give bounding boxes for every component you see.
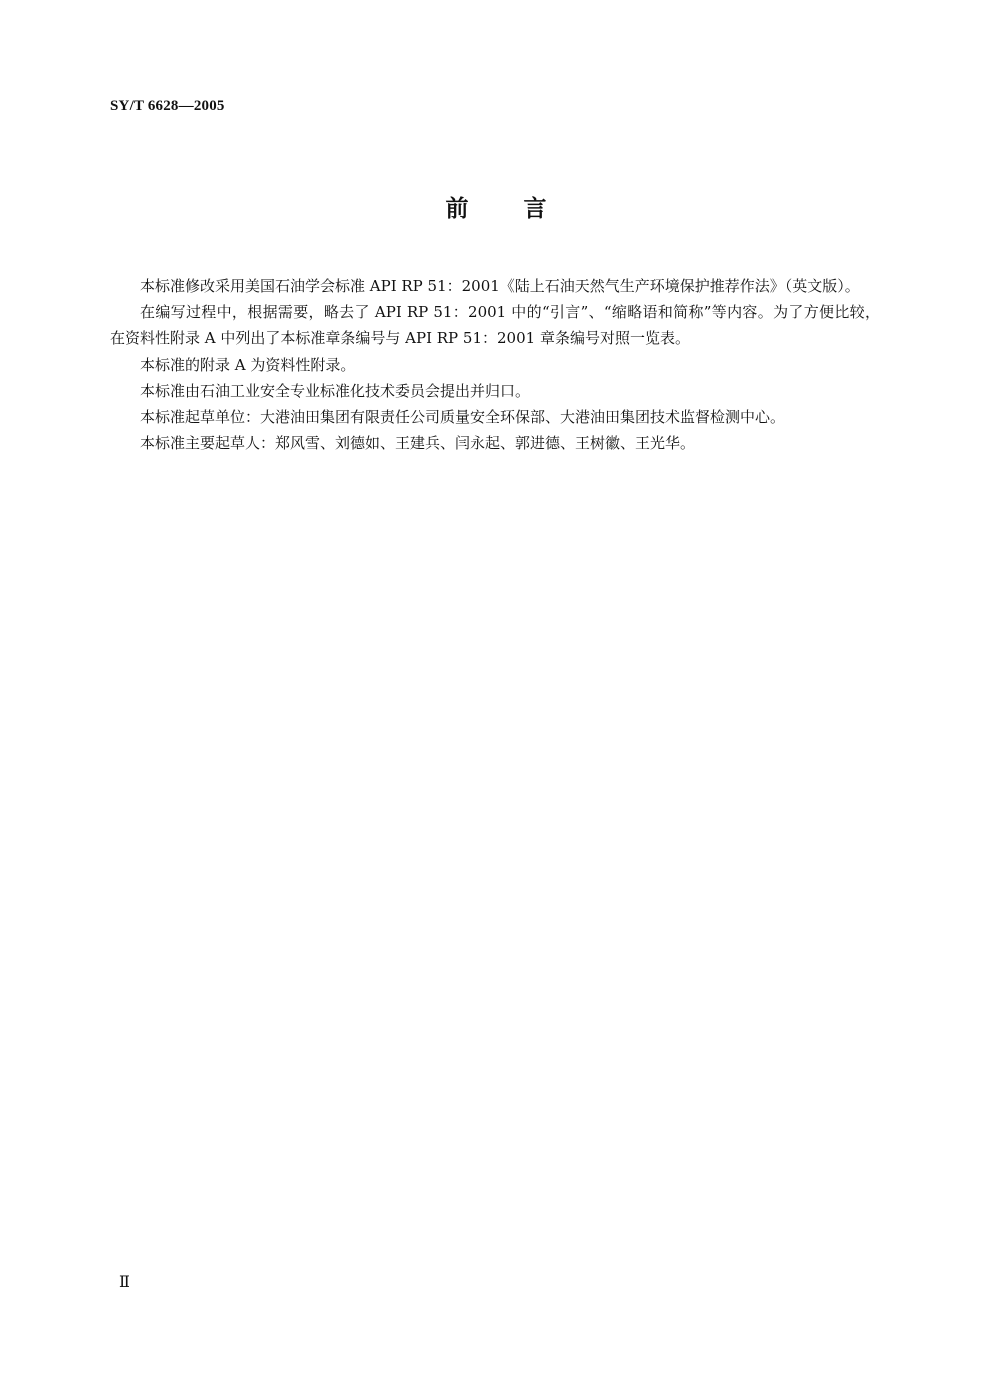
paragraph-drafting-units: 本标准起草单位：大港油田集团有限责任公司质量安全环保部、大港油田集团技术监督检测中心。 [140,408,786,427]
page-number: Ⅱ [119,1274,129,1291]
paragraph-drafters: 本标准主要起草人：郑风雪、刘德如、王建兵、闫永起、郭进德、王树徽、王光华。 [140,434,696,453]
paragraph-drafting-notes: 在编写过程中，根据需要，略去了 API RP 51：2001 中的“引言”、“缩略语和简称”等内容。为了方便比较，在资料性附录 A 中列出了本标准章条编号与 API RP 51：2001 章条编号对照一览表。 [110,303,880,348]
standard-number: SY/T 6628—2005 [110,98,225,114]
foreword-body [110,273,880,456]
paragraph-proposer: 本标准由石油工业安全专业标准化技术委员会提出并归口。 [140,381,531,400]
page-title: 前言 [445,196,602,222]
paragraph-adoption: 本标准修改采用美国石油学会标准 API RP 51：2001《陆上石油天然气生产环境保护推荐作法》（英文版）。 [140,277,860,295]
paragraph-appendix: 本标准的附录 A 为资料性附录。 [140,355,356,374]
